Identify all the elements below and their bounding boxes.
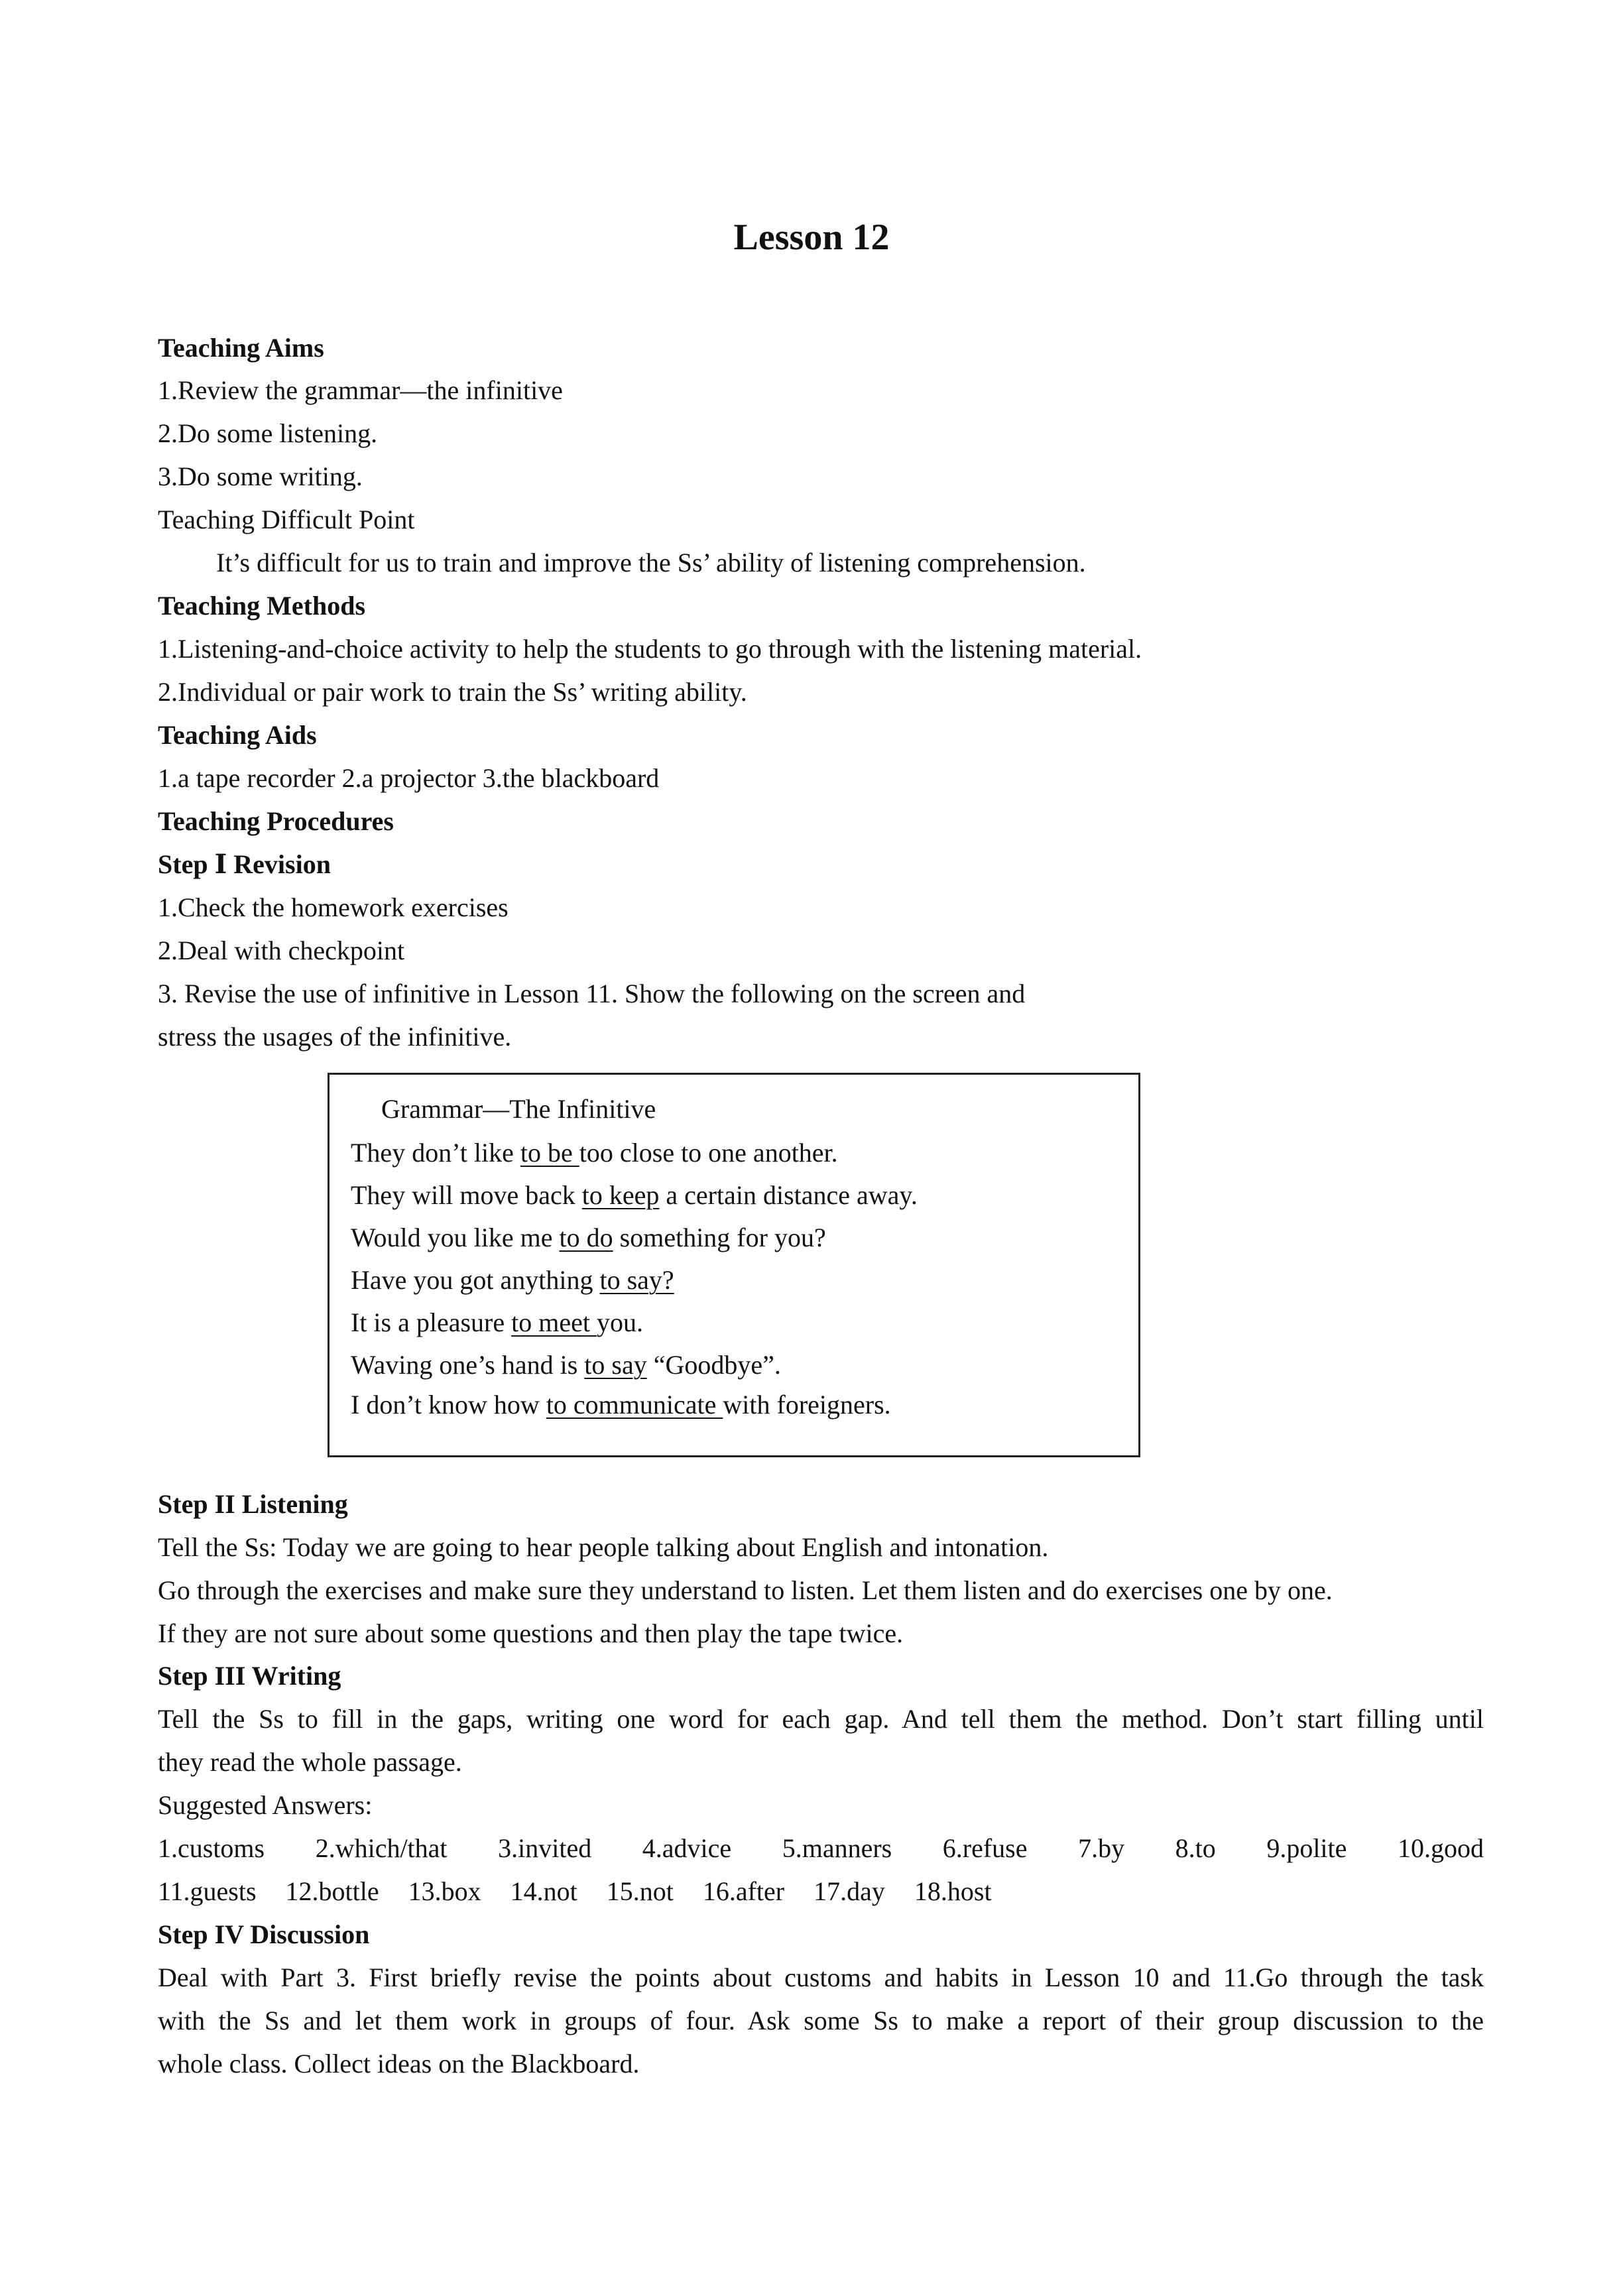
infinitive-phrase: to say? [599,1265,674,1295]
difficult-heading: Teaching Difficult Point [158,505,415,534]
step1-heading: Step Ⅰ Revision [158,849,331,879]
answer-item: 15.not [606,1876,674,1906]
grammar-box-title: Grammar—The Infinitive [381,1094,656,1124]
answer-item: 18.host [914,1876,992,1906]
step1-item: 2.Deal with checkpoint [158,936,405,965]
step4-text: with the Ss and let them work in groups of four. Ask some Ss to make a report of their group discussion to the [158,2006,1484,2035]
aids-heading: Teaching Aids [158,720,317,750]
step2-item: Go through the exercises and make sure they understand to listen. Let them listen and do exercises one by one. [158,1575,1333,1605]
answer-item: 16.after [702,1876,785,1906]
answer-item: 9.polite [1266,1833,1347,1863]
infinitive-phrase: to say [584,1350,647,1380]
grammar-sentence: Would you like me to do something for you? [351,1223,826,1252]
step2-item: If they are not sure about some questions and then play the tape twice. [158,1618,904,1648]
grammar-sentence: Waving one’s hand is to say “Goodbye”. [351,1350,781,1380]
grammar-sentence: Have you got anything to say? [351,1265,674,1295]
answer-item: 1.customs [158,1833,265,1863]
procedures-heading: Teaching Procedures [158,806,394,836]
grammar-box [328,1073,1140,1457]
infinitive-phrase: to communicate [546,1390,723,1420]
step1-item: 3. Revise the use of infinitive in Lesson 11. Show the following on the screen and [158,979,1026,1008]
answer-item: 7.by [1078,1833,1125,1863]
answer-item: 5.manners [782,1833,892,1863]
answer-item: 10.good [1397,1833,1484,1863]
answer-item: 3.invited [498,1833,592,1863]
answers-row [158,1870,1021,1913]
answer-item: 2.which/that [315,1833,448,1863]
step3-heading: Step III Writing [158,1661,341,1691]
aims-item: 3.Do some writing. [158,461,363,491]
answer-item: 12.bottle [285,1876,379,1906]
aims-item: 1.Review the grammar—the infinitive [158,375,563,405]
step4-text: Deal with Part 3. First briefly revise the points about customs and habits in Lesson 10 and 11.Go through the task [158,1963,1484,1992]
step3-text: they read the whole passage. [158,1747,462,1777]
step1-item: stress the usages of the infinitive. [158,1022,512,1052]
aims-heading: Teaching Aims [158,333,324,363]
grammar-sentence: It is a pleasure to meet you. [351,1307,643,1337]
infinitive-phrase: to meet [511,1307,597,1337]
step1-item: 1.Check the homework exercises [158,892,509,922]
answer-item: 17.day [813,1876,885,1906]
answer-item: 4.advice [642,1833,732,1863]
answer-item: 14.not [510,1876,577,1906]
grammar-sentence: They will move back to keep a certain distance away. [351,1180,918,1210]
aids-text: 1.a tape recorder 2.a projector 3.the blackboard [158,763,660,793]
step2-heading: Step II Listening [158,1489,348,1519]
grammar-sentence: They don’t like to be too close to one another. [351,1138,838,1168]
grammar-sentence: I don’t know how to communicate with foreigners. [351,1390,891,1420]
page-title: Lesson 12 [733,217,890,258]
step3-text: Tell the Ss to fill in the gaps, writing one word for each gap. And tell them the method. Don’t start filling until [158,1704,1484,1734]
infinitive-phrase: to keep [581,1180,660,1210]
methods-item: 1.Listening-and-choice activity to help the students to go through with the listening material. [158,634,1142,664]
answer-item: 13.box [408,1876,481,1906]
answer-item: 8.to [1175,1833,1216,1863]
methods-heading: Teaching Methods [158,591,366,621]
step4-heading: Step IV Discussion [158,1919,370,1949]
answers-row [158,1827,1484,1870]
difficult-text: It’s difficult for us to train and improve the Ss’ ability of listening comprehension. [216,548,1086,577]
infinitive-phrase: to be [520,1138,579,1168]
step4-text: whole class. Collect ideas on the Blackboard. [158,2049,640,2079]
answer-item: 6.refuse [942,1833,1028,1863]
infinitive-phrase: to do [559,1223,613,1252]
methods-item: 2.Individual or pair work to train the Ss’ writing ability. [158,677,747,707]
step2-item: Tell the Ss: Today we are going to hear people talking about English and intonation. [158,1532,1049,1562]
answer-item: 11.guests [158,1876,257,1906]
aims-item: 2.Do some listening. [158,418,378,448]
answers-label: Suggested Answers: [158,1790,373,1820]
